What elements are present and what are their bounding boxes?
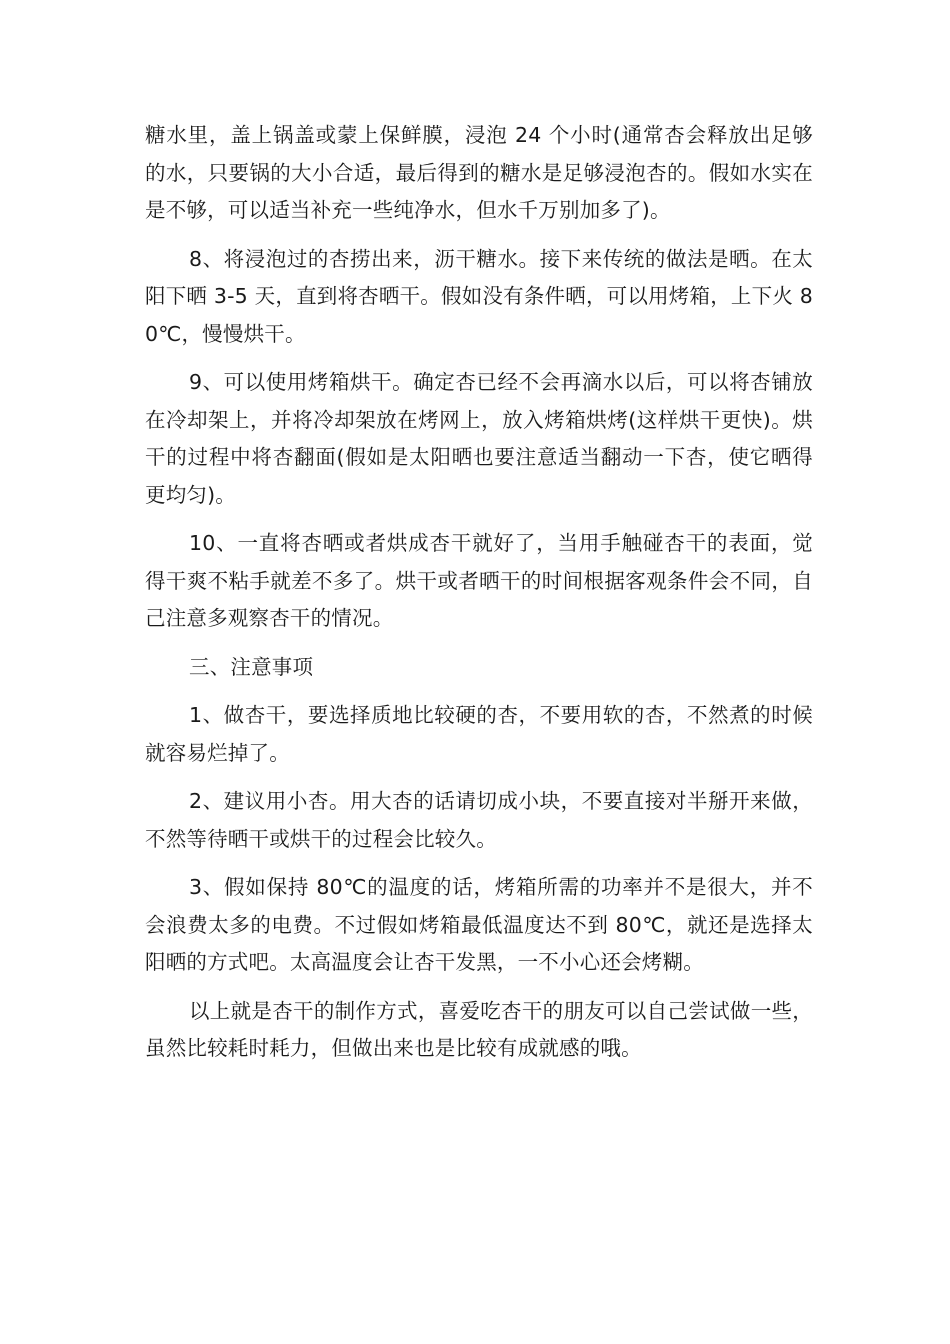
paragraph-step-9: 9、可以使用烤箱烘干。确定杏已经不会再滴水以后，可以将杏铺放在冷却架上，并将冷却架放在烤网上，放入烤箱烘烤(这样烘干更快)。烘干的过程中将杏翻面(假如是太阳晒也要注意适当翻动一下杏，使它晒得 更均匀)。 [145, 370, 813, 507]
paragraph-note-3: 3、假如保持 80℃的温度的话，烤箱所需的功率并不是很大，并不会浪费太多的电费。不过假如烤箱最低温度达不到 80℃，就还是选择太阳晒的方式吧。太高温度会让杏干发黑，一不小心还会烤糊。 [145, 875, 813, 974]
paragraph-continuation: 糖水里，盖上锅盖或蒙上保鲜膜，浸泡 24 个小时(通常杏会释放出足够的水，只要锅的大小合适，最后得到的糖水是足够浸泡杏的。假如水实在是不够，可以适当补充一些纯净水，但水千万别加多了)。 [145, 123, 813, 222]
paragraph-note-2: 2、建议用小杏。用大杏的话请切成小块，不要直接对半掰开来做，不然等待晒干或烘干的过程会比较久。 [145, 789, 813, 851]
paragraph-note-1: 1、做杏干，要选择质地比较硬的杏，不要用软的杏，不然煮的时候就容易烂掉了。 [145, 703, 813, 765]
paragraph-conclusion: 以上就是杏干的制作方式，喜爱吃杏干的朋友可以自己尝试做一些，虽然比较耗时耗力，但做出来也是比较有成就感的哦。 [145, 998, 813, 1060]
document-page [145, 117, 813, 1079]
section-heading-notes: 三、注意事项 [189, 654, 314, 679]
paragraph-step-10: 10、一直将杏晒或者烘成杏干就好了，当用手触碰杏干的表面，觉得干爽不粘手就差不多了。烘干或者晒干的时间根据客观条件会不同，自己注意多观察杏干的情况。 [145, 531, 813, 630]
paragraph-step-8: 8、将浸泡过的杏捞出来，沥干糖水。接下来传统的做法是晒。在太阳下晒 3-5 天，直到将杏晒干。假如没有条件晒，可以用烤箱，上下火 80℃，慢慢烘干。 [145, 246, 813, 346]
